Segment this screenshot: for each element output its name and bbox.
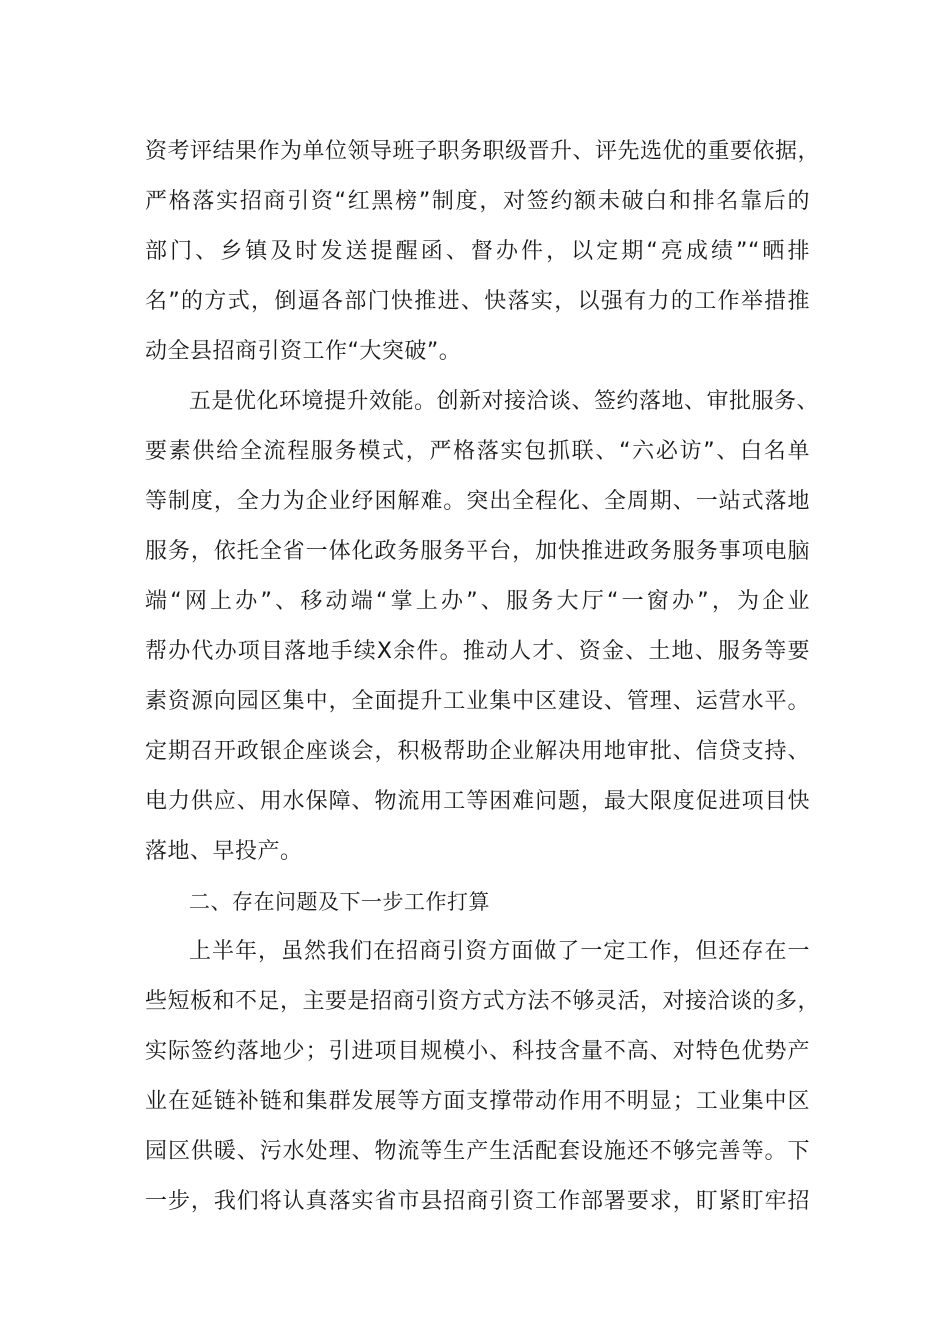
section-heading: 二、存在问题及下一步工作打算 bbox=[189, 890, 490, 914]
text-line: 电力供应、用水保障、物流用工等困难问题，最大限度促进项目快 bbox=[145, 789, 810, 814]
text-line: 业在延链补链和集群发展等方面支撑带动作用不明显；工业集中区 bbox=[145, 1089, 810, 1114]
text-line: 园区供暖、污水处理、物流等生产生活配套设施还不够完善等。下 bbox=[145, 1139, 810, 1164]
text-line: 些短板和不足，主要是招商引资方式方法不够灵活，对接洽谈的多， bbox=[145, 989, 821, 1014]
text-line: 部门、乡镇及时发送提醒函、督办件，以定期“亮成绩”“晒排 bbox=[145, 239, 810, 264]
text-line: 名”的方式，倒逼各部门快推进、快落实，以强有力的工作举措推 bbox=[145, 289, 810, 314]
text-line: 资考评结果作为单位领导班子职务职级晋升、评先选优的重要依据， bbox=[145, 139, 821, 164]
text-line: 五是优化环境提升效能。创新对接洽谈、签约落地、审批服务、 bbox=[189, 389, 820, 414]
text-line: 素资源向园区集中，全面提升工业集中区建设、管理、运营水平。 bbox=[145, 689, 810, 714]
text-line: 动全县招商引资工作“大突破”。 bbox=[145, 339, 462, 364]
text-line: 定期召开政银企座谈会，积极帮助企业解决用地审批、信贷支持、 bbox=[145, 739, 810, 764]
text-line: 服务，依托全省一体化政务服务平台，加快推进政务服务事项电脑 bbox=[145, 539, 810, 564]
text-line: 严格落实招商引资“红黑榜”制度，对签约额未破白和排名靠后的 bbox=[145, 189, 810, 214]
text-line: 要素供给全流程服务模式，严格落实包抓联、“六必访”、白名单 bbox=[145, 439, 810, 464]
document-page bbox=[145, 127, 821, 1227]
text-line: 落地、早投产。 bbox=[145, 839, 303, 864]
text-line: 端“网上办”、移动端“掌上办”、服务大厅“一窗办”，为企业 bbox=[145, 589, 810, 614]
text-line: 实际签约落地少；引进项目规模小、科技含量不高、对特色优势产 bbox=[145, 1039, 810, 1064]
text-line: 上半年，虽然我们在招商引资方面做了一定工作，但还存在一 bbox=[189, 939, 810, 964]
text-line: 帮办代办项目落地手续X余件。推动人才、资金、土地、服务等要 bbox=[145, 639, 810, 664]
text-line: 等制度，全力为企业纾困解难。突出全程化、全周期、一站式落地 bbox=[145, 489, 810, 514]
text-line: 一步，我们将认真落实省市县招商引资工作部署要求，盯紧盯牢招 bbox=[145, 1189, 810, 1214]
